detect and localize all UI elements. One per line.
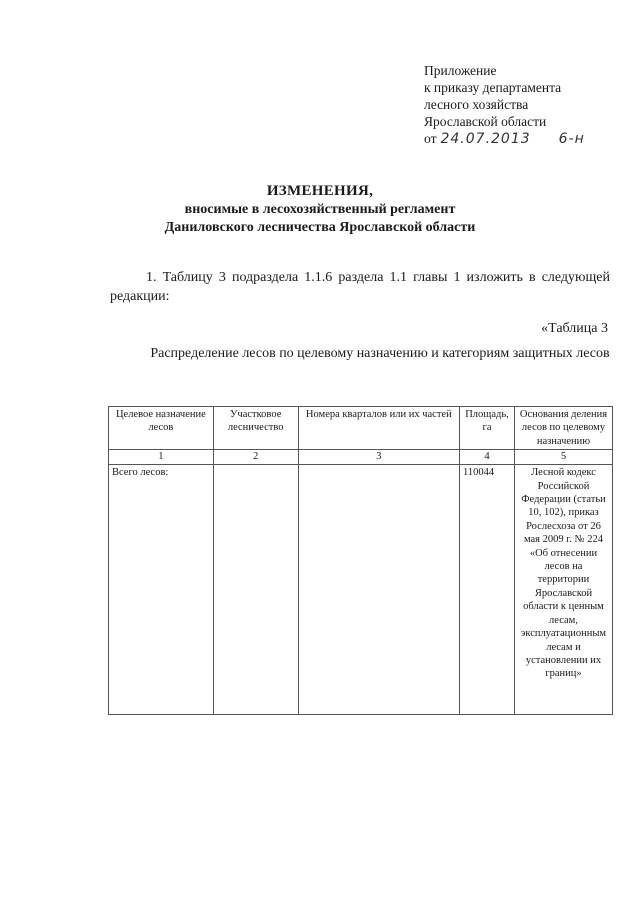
appendix-date-line <box>424 130 585 148</box>
col-number-3: 3 <box>298 450 459 465</box>
appendix-block <box>424 62 585 148</box>
document-title <box>0 181 640 237</box>
cell-quarters <box>298 465 459 715</box>
title-line-3: Даниловского лесничества Ярославской области <box>164 220 476 235</box>
table-caption: Распределение лесов по целевому назначению и категориям защитных лесов <box>150 346 610 361</box>
appendix-line-4: Ярославской области <box>424 114 547 129</box>
appendix-line-3: лесного хозяйства <box>424 97 529 112</box>
table-reference: «Таблица 3 <box>541 321 608 336</box>
from-label: от <box>424 131 437 146</box>
header-purpose: Целевое назначение лесов <box>109 407 214 450</box>
col-number-5: 5 <box>514 450 612 465</box>
cell-basis: Лесной кодекс Российской Федерации (статьи 10, 102), приказ Рослесхоза от 26 мая 2009 г. № 224 «Об отнесении лесов на территории Ярославской области к ценным лесам, эксплуатационным лесам и установлении их границ» <box>514 465 612 715</box>
table-header-row <box>109 407 613 450</box>
col-number-2: 2 <box>213 450 298 465</box>
header-quarters: Номера кварталов или их частей <box>298 407 459 450</box>
appendix-line-2: к приказу департамента <box>424 80 562 95</box>
header-district: Участковое лесничество <box>213 407 298 450</box>
title-main: ИЗМЕНЕНИЯ, <box>266 183 374 199</box>
col-number-4: 4 <box>460 450 515 465</box>
col-number-1: 1 <box>109 450 214 465</box>
table-row <box>109 465 613 715</box>
handwritten-number: 6-н <box>558 131 585 147</box>
header-basis: Основания деления лесов по целевому назначению <box>514 407 612 450</box>
table-number-row <box>109 450 613 465</box>
title-line-2: вносимые в лесохозяйственный регламент <box>184 202 456 217</box>
cell-district <box>213 465 298 715</box>
header-area: Площадь, га <box>460 407 515 450</box>
paragraph-1: 1. Таблицу 3 подраздела 1.1.6 раздела 1.1 главы 1 изложить в следующей редакции: <box>110 270 610 304</box>
forest-distribution-table <box>108 406 613 715</box>
appendix-line-1: Приложение <box>424 63 497 78</box>
handwritten-date: 24.07.2013 <box>440 131 531 147</box>
cell-area: 110044 <box>460 465 515 715</box>
cell-purpose: Всего лесов: <box>109 465 214 715</box>
